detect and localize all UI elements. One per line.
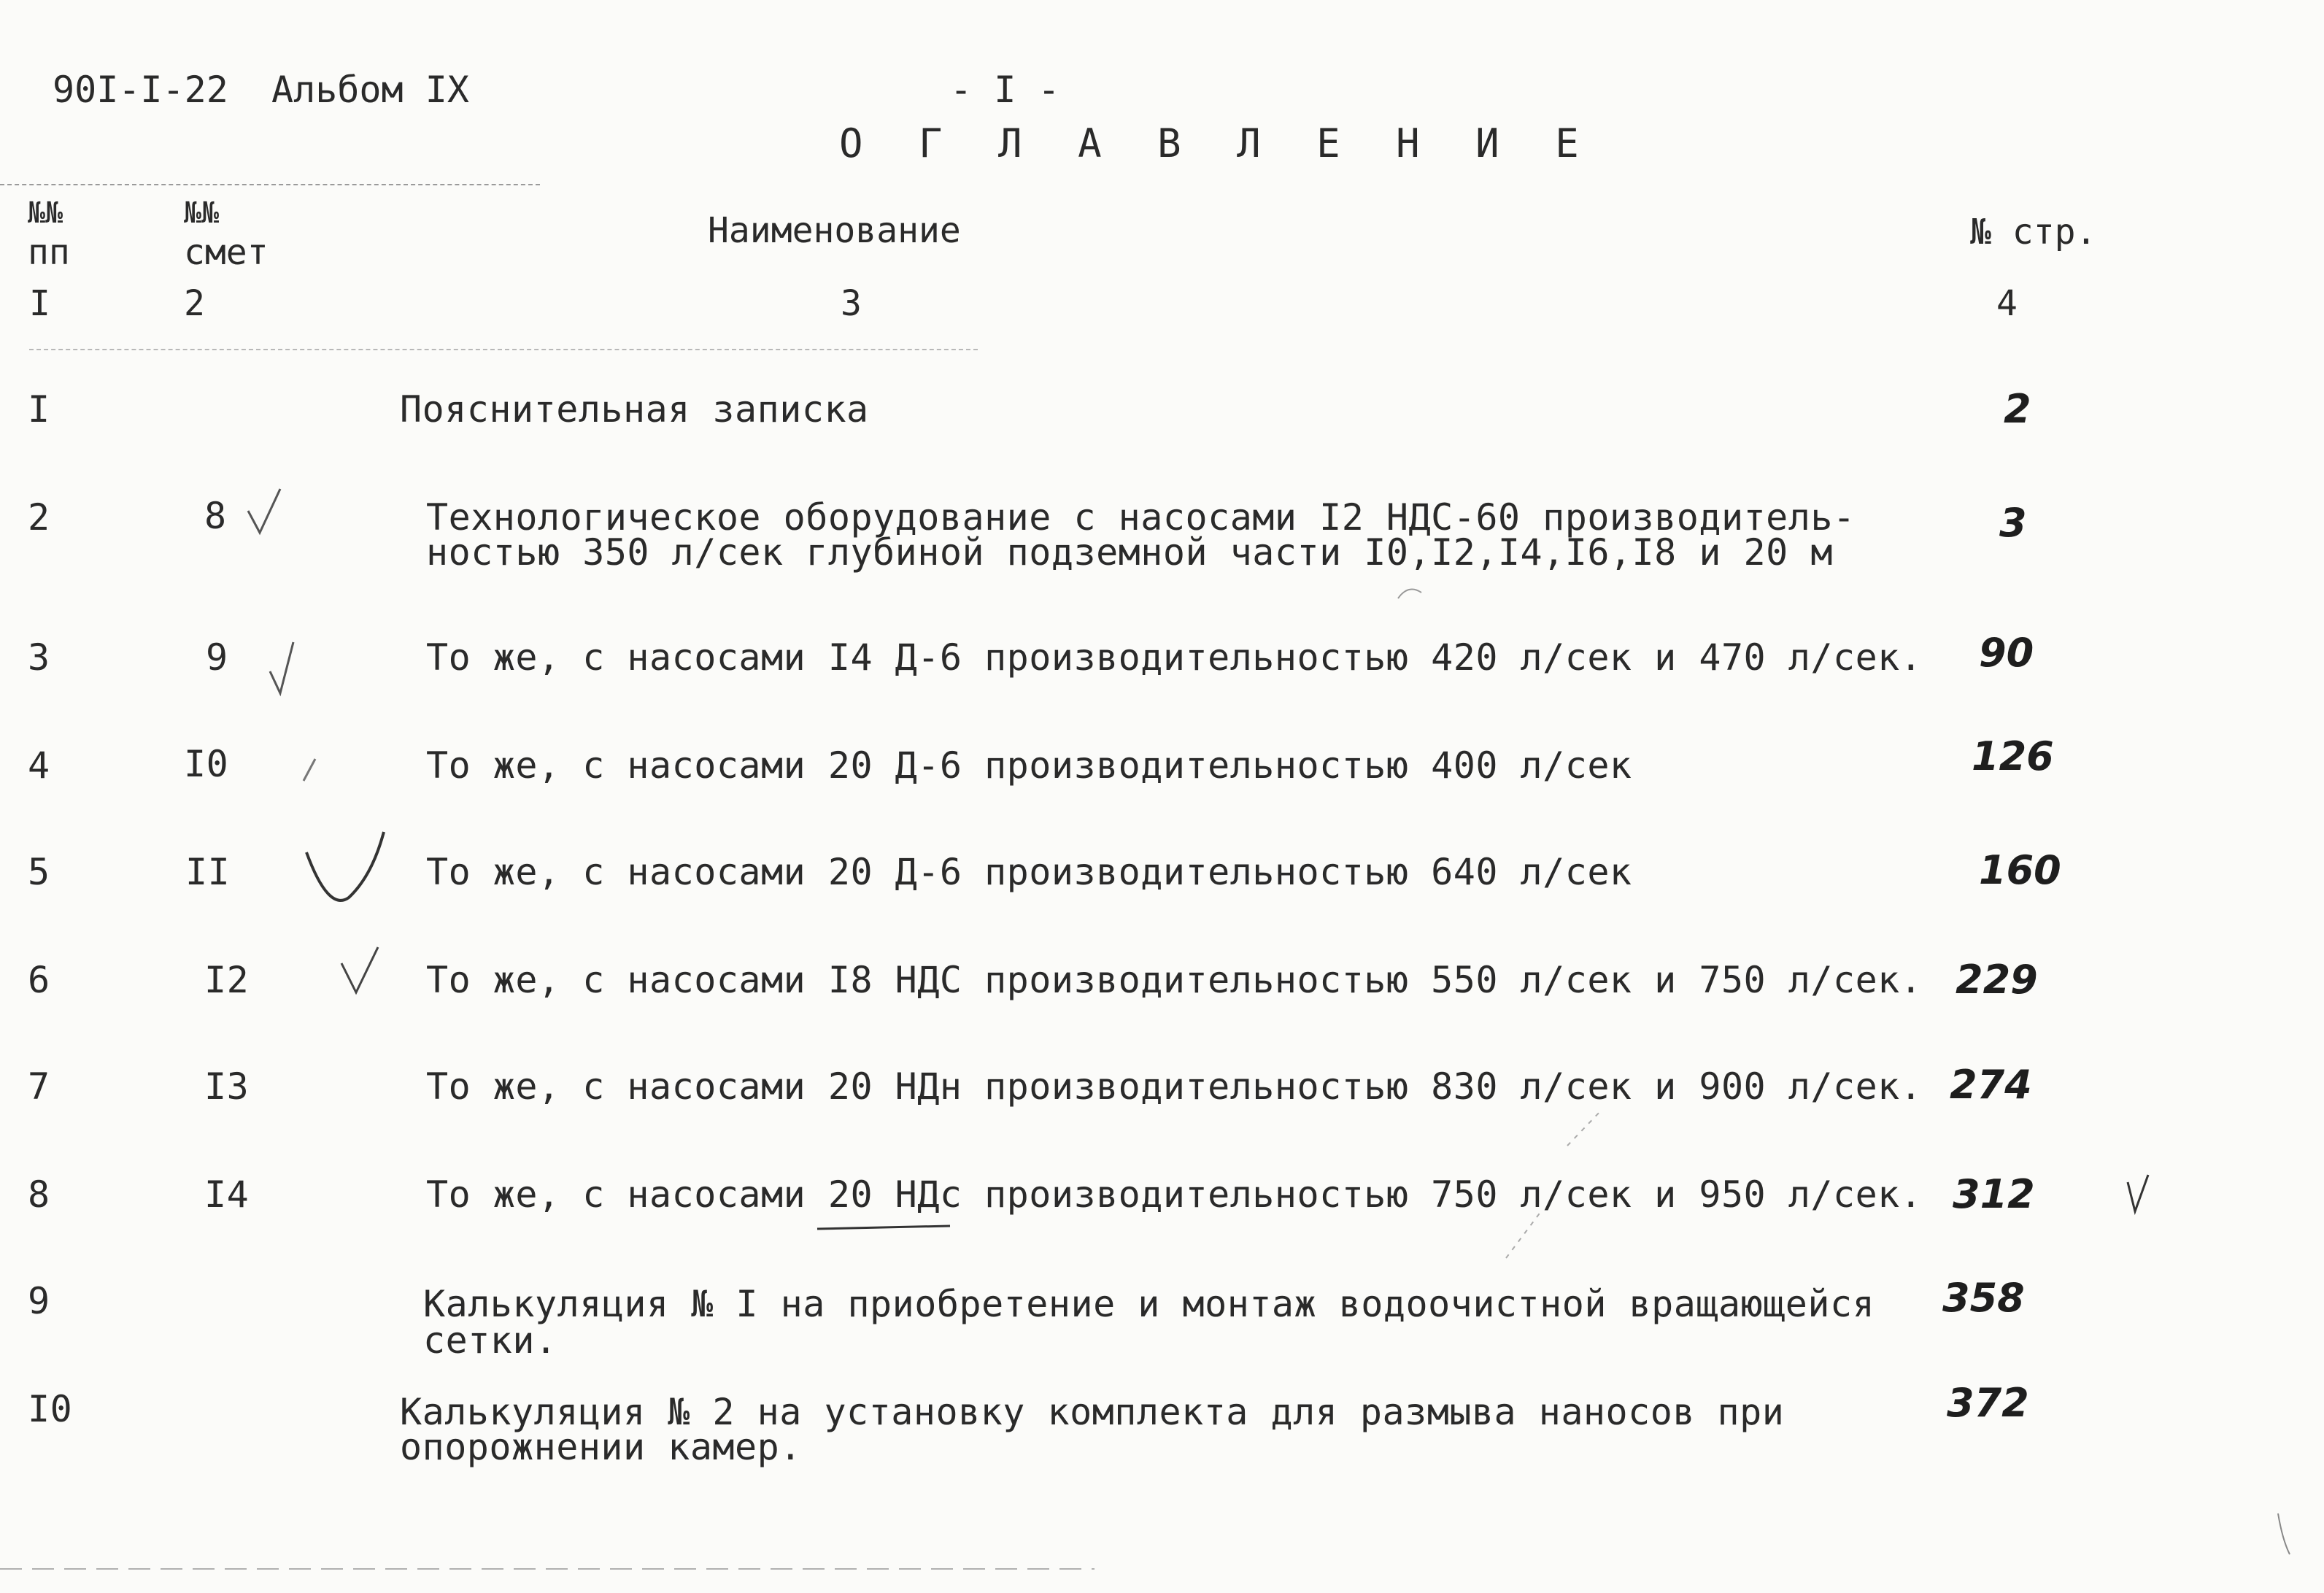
row-title-line: сетки. xyxy=(423,1319,557,1362)
row-page: 126 xyxy=(1972,733,2054,779)
check-mark-icon xyxy=(304,759,315,781)
row-title-line: То же, с насосами 20 НДн производительностью 830 л/сек и 900 л/сек. xyxy=(426,1065,1923,1108)
check-mark-icon xyxy=(341,947,378,992)
row-smet: I2 xyxy=(204,959,250,1001)
pencil-stroke xyxy=(1398,590,1421,599)
row-title-line: Калькуляция № I на приобретение и монтаж водоочистной вращающейся xyxy=(423,1283,1875,1325)
col-number-4: 4 xyxy=(1996,283,2018,324)
check-mark-icon xyxy=(248,489,280,533)
row-pp: I xyxy=(28,388,50,431)
col-smet-header-2: смет xyxy=(184,232,269,273)
document-code: 90I-I-22 xyxy=(53,69,228,111)
row-smet: I0 xyxy=(184,743,229,785)
row-pp: 7 xyxy=(28,1065,50,1108)
row-title-line: Технологическое оборудование с насосами I2 НДС-60 производитель- xyxy=(426,496,1856,539)
row-title-line: То же, с насосами I4 Д-6 производительностью 420 л/сек и 470 л/сек. xyxy=(426,636,1923,679)
row-pp: I0 xyxy=(28,1388,73,1430)
row-page: 358 xyxy=(1942,1275,2025,1321)
row-pp: 9 xyxy=(28,1280,50,1322)
col-pp-header-1: №№ xyxy=(28,196,63,230)
row-pp: 8 xyxy=(28,1173,50,1216)
page-title: О Г Л А В Л Е Н И Е xyxy=(839,120,1595,166)
col-number-3: 3 xyxy=(841,283,862,324)
row-smet: I4 xyxy=(204,1173,250,1216)
row-page: 312 xyxy=(1953,1171,2035,1217)
row-pp: 6 xyxy=(28,959,50,1001)
row-title-line: То же, с насосами 20 Д-6 производительностью 640 л/сек xyxy=(426,851,1632,893)
row-title-line: Калькуляция № 2 на установку комплекта для размыва наносов при xyxy=(400,1391,1785,1433)
row-title-line: Пояснительная записка xyxy=(400,388,869,431)
row-page: 2 xyxy=(2004,386,2031,432)
row-pp: 3 xyxy=(28,636,50,679)
row-title-line: опорожнении камер. xyxy=(400,1426,802,1468)
pencil-stroke xyxy=(1506,1211,1541,1258)
album-label: Альбом IX xyxy=(271,69,469,111)
row-title-line: То же, с насосами 20 НДс производительностью 750 л/сек и 950 л/сек. xyxy=(426,1173,1923,1216)
col-pp-header-2: пп xyxy=(28,232,70,273)
row-title-line: То же, с насосами 20 Д-6 производительностью 400 л/сек xyxy=(426,744,1632,787)
col-number-2: 2 xyxy=(184,283,205,324)
col-page-header: № стр. xyxy=(1970,212,2097,252)
check-mark-icon xyxy=(270,642,293,693)
row-smet: 8 xyxy=(204,495,227,537)
row-smet: 9 xyxy=(206,636,228,679)
page-number: - I - xyxy=(950,69,1060,111)
col-name-header: Наименование xyxy=(708,210,961,251)
row-pp: 2 xyxy=(28,496,50,539)
check-mark-icon xyxy=(2128,1175,2148,1211)
row-page: 160 xyxy=(1979,847,2061,893)
row-page: 372 xyxy=(1947,1380,2029,1426)
pencil-stroke xyxy=(1567,1109,1602,1146)
row-page: 90 xyxy=(1979,630,2034,676)
col-number-1: I xyxy=(29,283,50,324)
underline-stroke xyxy=(817,1226,950,1229)
pencil-stroke xyxy=(2278,1513,2290,1554)
check-mark-icon xyxy=(306,832,384,900)
row-page: 3 xyxy=(1999,500,2027,546)
col-smet-header-1: №№ xyxy=(184,196,220,230)
row-pp: 5 xyxy=(28,851,50,893)
row-title-line: ностью 350 л/сек глубиной подземной части I0,I2,I4,I6,I8 и 20 м xyxy=(426,531,1833,574)
row-smet: II xyxy=(185,851,231,893)
row-title-line: То же, с насосами I8 НДС производительностью 550 л/сек и 750 л/сек. xyxy=(426,959,1923,1001)
row-page: 274 xyxy=(1950,1062,2032,1108)
row-pp: 4 xyxy=(28,744,50,787)
row-smet: I3 xyxy=(204,1065,250,1108)
row-page: 229 xyxy=(1956,957,2038,1003)
